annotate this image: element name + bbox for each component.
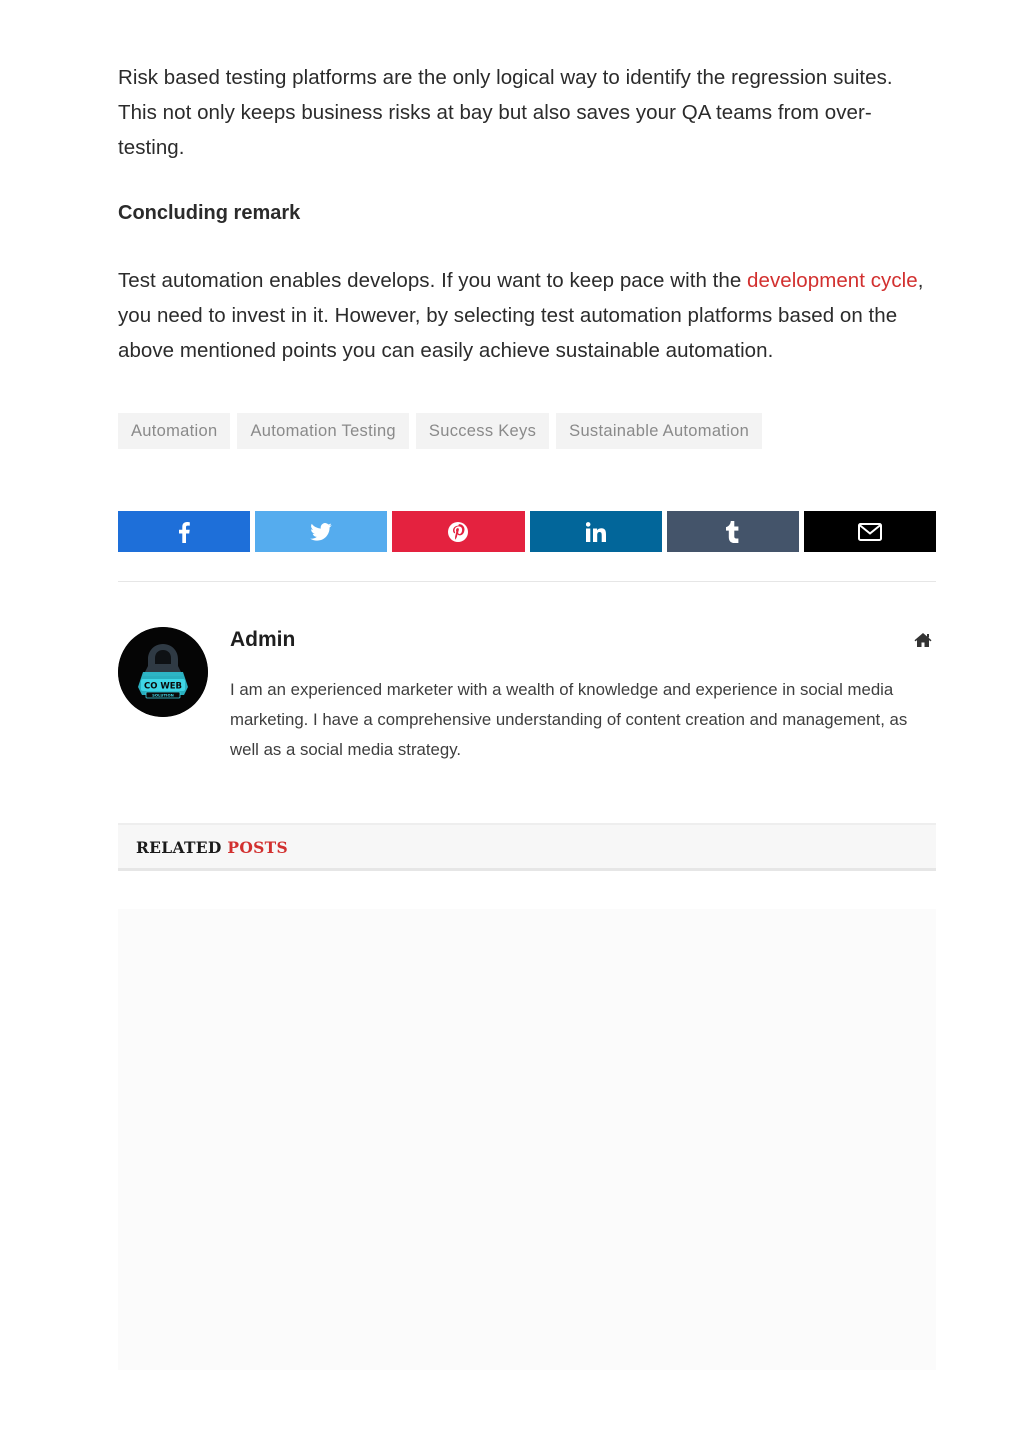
share-pinterest-button[interactable]: [392, 511, 524, 552]
share-facebook-button[interactable]: [118, 511, 250, 552]
article-paragraph: Risk based testing platforms are the only logical way to identify the regression suites. This not only keeps business risks at bay but also saves your QA teams from over-testing.: [118, 66, 893, 159]
author-name[interactable]: Admin: [230, 628, 296, 651]
development-cycle-link[interactable]: development cycle: [747, 269, 918, 292]
article-paragraph: [118, 263, 936, 368]
paragraph-text: Test automation enables develops. If you want to keep pace with the: [118, 269, 748, 292]
share-tumblr-button[interactable]: [667, 511, 799, 552]
share-email-button[interactable]: [804, 511, 936, 552]
post-tags: [118, 413, 762, 449]
avatar-subtext: SOLUTION: [152, 692, 174, 698]
share-linkedin-button[interactable]: [530, 511, 662, 552]
pinterest-icon: [448, 522, 468, 542]
avatar-text: CO WEB: [143, 681, 183, 692]
related-posts-area: [118, 909, 936, 1370]
related-posts-header: [118, 823, 936, 871]
tag-sustainable-automation[interactable]: Sustainable Automation: [556, 413, 762, 449]
tag-automation-testing[interactable]: Automation Testing: [237, 413, 408, 449]
related-title-part1: RELATED: [136, 838, 222, 857]
author-website-link[interactable]: [914, 632, 932, 650]
share-twitter-button[interactable]: [255, 511, 387, 552]
divider: [118, 581, 936, 582]
related-posts-title: [136, 838, 288, 857]
share-bar: [118, 511, 936, 552]
avatar-logo-icon: [118, 627, 208, 717]
section-heading: Concluding remark: [118, 202, 301, 224]
author-bio: I am an experienced marketer with a wealth of knowledge and experience in social media marketing. I have a comprehensive understanding of content creation and management, as well as a social media strategy.: [230, 680, 908, 759]
tag-automation[interactable]: Automation: [118, 413, 230, 449]
author-avatar[interactable]: [118, 627, 208, 717]
paragraph-text: , you need to invest in it. However, by selecting test automation platforms based on the above mentioned points you can easily achieve sustainable automation.: [118, 269, 924, 362]
home-icon: [914, 632, 932, 648]
envelope-icon: [858, 523, 882, 541]
twitter-icon: [310, 523, 332, 541]
facebook-icon: [177, 521, 191, 543]
tumblr-icon: [726, 521, 740, 543]
related-title-part2: POSTS: [227, 838, 288, 857]
linkedin-icon: [586, 522, 606, 542]
tag-success-keys[interactable]: Success Keys: [416, 413, 549, 449]
